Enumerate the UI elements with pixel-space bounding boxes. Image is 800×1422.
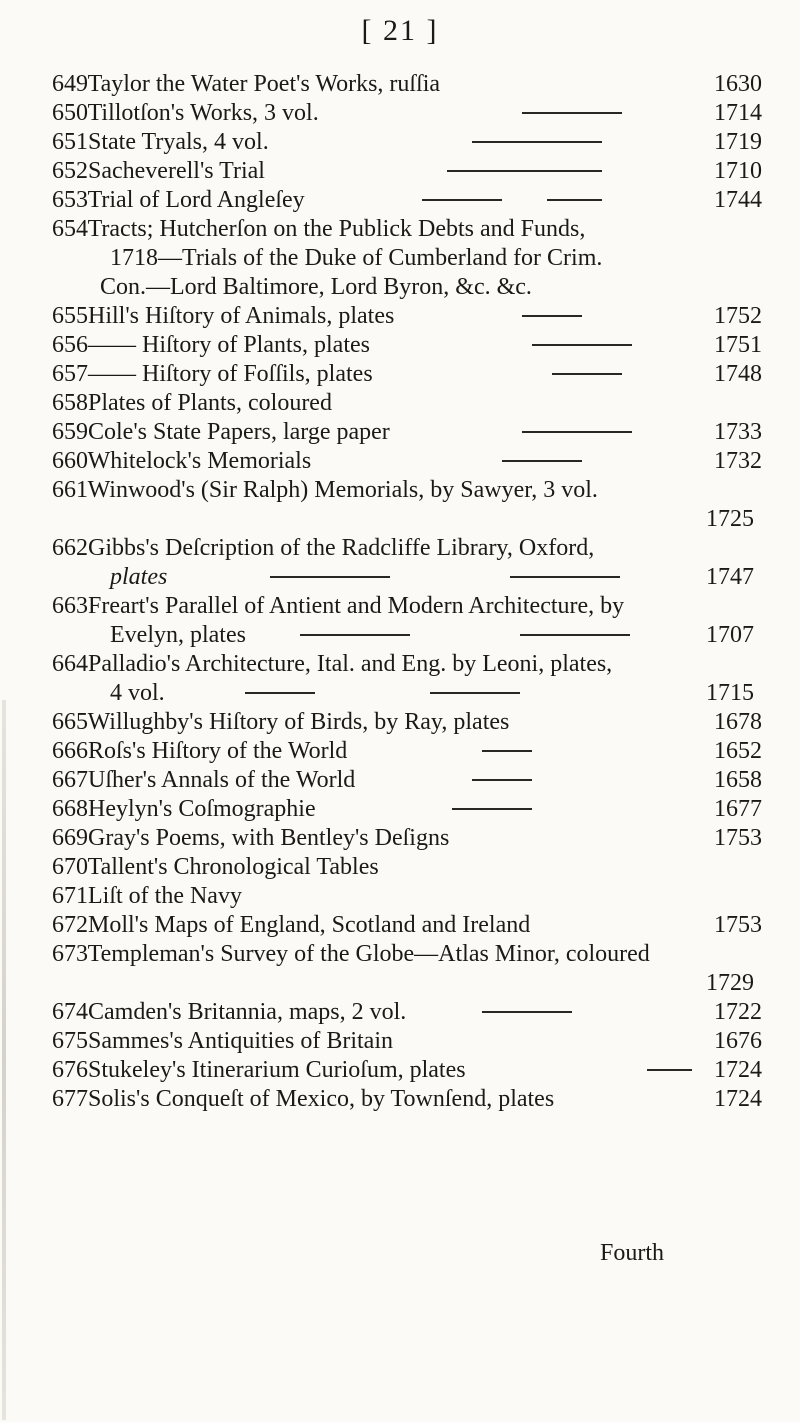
catalogue-entry xyxy=(52,331,762,359)
entry-number: 660 xyxy=(52,448,88,474)
leader-dash xyxy=(245,692,315,694)
entry-title: Freart's Parallel of Antient and Modern Architecture, by xyxy=(88,593,625,619)
entry-number: 657 xyxy=(52,361,88,387)
leader-dash xyxy=(430,692,520,694)
entry-title: Templeman's Survey of the Globe—Atlas Minor, coloured xyxy=(87,941,650,967)
entry-number: 672 xyxy=(52,912,88,938)
leader-dash xyxy=(532,344,632,346)
entry-year: 1724 xyxy=(714,1057,762,1083)
entry-number: 670 xyxy=(52,854,88,880)
catalogue-entry xyxy=(52,592,762,620)
entry-year: 1729 xyxy=(706,970,754,996)
entry-number: 651 xyxy=(52,129,88,155)
entry-title: Hill's Hiſtory of Animals, plates xyxy=(88,303,395,329)
entry-year: 1753 xyxy=(714,825,762,851)
leader-dash xyxy=(520,634,630,636)
catalogue-entry xyxy=(52,534,762,562)
leader-dash xyxy=(510,576,620,578)
entry-title: Heylyn's Coſmographie xyxy=(88,796,316,822)
leader-dash xyxy=(522,315,582,317)
entry-title: Willughby's Hiſtory of Birds, by Ray, plates xyxy=(87,709,510,735)
entry-year: 1747 xyxy=(706,564,754,590)
entry-year: 1676 xyxy=(714,1028,762,1054)
entry-number: 673 xyxy=(52,941,88,967)
entry-year: 1719 xyxy=(714,129,762,155)
catalogue-entry xyxy=(52,766,762,794)
leader-dash xyxy=(422,199,502,201)
entry-year: 1733 xyxy=(714,419,762,445)
entry-number: 654 xyxy=(52,216,88,242)
leader-dash xyxy=(482,1011,572,1013)
entry-number: 668 xyxy=(52,796,88,822)
entry-title: Camden's Britannia, maps, 2 vol. xyxy=(88,999,407,1025)
entry-continuation: plates xyxy=(110,564,168,590)
catalogue-entry xyxy=(52,998,762,1026)
entry-title: Roſs's Hiſtory of the World xyxy=(88,738,348,764)
entry-year: 1715 xyxy=(706,680,754,706)
entry-year: 1652 xyxy=(714,738,762,764)
entry-year: 1677 xyxy=(714,796,762,822)
leader-dash xyxy=(647,1069,692,1071)
entry-number: 664 xyxy=(52,651,88,677)
entry-year: 1678 xyxy=(714,709,762,735)
catchword: Fourth xyxy=(600,1240,665,1266)
leader-dash xyxy=(270,576,390,578)
entry-title: Palladio's Architecture, Ital. and Eng. by Leoni, plates, xyxy=(88,651,613,677)
catalogue-entry xyxy=(52,186,762,214)
entry-title: Uſher's Annals of the World xyxy=(88,767,356,793)
entry-year: 1725 xyxy=(706,506,754,532)
leader-dash xyxy=(452,808,532,810)
entry-number: 658 xyxy=(52,390,88,416)
entry-title: Stukeley's Itinerarium Curioſum, plates xyxy=(88,1057,466,1083)
entry-title: Cole's State Papers, large paper xyxy=(88,419,390,445)
entry-number: 662 xyxy=(52,535,88,561)
entry-title: State Tryals, 4 vol. xyxy=(88,129,269,155)
leader-dash xyxy=(522,431,632,433)
catalogue-entry xyxy=(52,708,762,736)
entry-title: Gibbs's Deſcription of the Radcliffe Library, Oxford, xyxy=(88,535,595,561)
entry-year: 1751 xyxy=(714,332,762,358)
catalogue-entry xyxy=(52,128,762,156)
entry-title: Gray's Poems, with Bentley's Deſigns xyxy=(88,825,450,851)
catalogue-entry xyxy=(52,302,762,330)
entry-title: Liſt of the Navy xyxy=(88,883,242,909)
entry-number: 661 xyxy=(52,477,88,503)
page-number: [ 21 ] xyxy=(361,14,439,47)
entry-number: 666 xyxy=(52,738,88,764)
entry-title: Tracts; Hutcherſon on the Publick Debts and Funds, xyxy=(87,216,586,242)
entry-number: 669 xyxy=(52,825,88,851)
entry-title: Solis's Conqueſt of Mexico, by Townſend, plates xyxy=(88,1086,555,1112)
catalogue-entry xyxy=(52,476,762,504)
entry-year: 1752 xyxy=(714,303,762,329)
entry-number: 663 xyxy=(52,593,88,619)
entry-number: 650 xyxy=(52,100,88,126)
entry-continuation: Con.—Lord Baltimore, Lord Byron, &c. &c. xyxy=(100,274,532,300)
entry-year: 1707 xyxy=(706,622,754,648)
leader-dash xyxy=(522,112,622,114)
entry-number: 655 xyxy=(52,303,88,329)
entry-title: —— Hiſtory of Plants, plates xyxy=(88,332,370,358)
catalogue-entry xyxy=(52,360,762,388)
leader-dash xyxy=(300,634,410,636)
entry-title: Sacheverell's Trial xyxy=(88,158,265,184)
entry-year: 1744 xyxy=(714,187,762,213)
catalogue-entry xyxy=(52,99,762,127)
entry-title: Tallent's Chronological Tables xyxy=(87,854,379,880)
entry-year: 1710 xyxy=(714,158,762,184)
entry-number: 674 xyxy=(52,999,88,1025)
leader-dash xyxy=(547,199,602,201)
entry-year: 1724 xyxy=(714,1086,762,1112)
catalogue-entry xyxy=(52,418,762,446)
catalogue-entry xyxy=(52,215,762,243)
catalogue-entry xyxy=(52,1085,762,1113)
page-gutter-shadow xyxy=(2,700,6,1420)
catalogue-entry xyxy=(52,447,762,475)
catalogue-entry xyxy=(52,389,762,417)
entry-year: 1748 xyxy=(714,361,762,387)
entry-number: 675 xyxy=(52,1028,88,1054)
entry-continuation: Evelyn, plates xyxy=(110,622,246,648)
entry-title: Trial of Lord Angleſey xyxy=(87,187,305,213)
entry-title: Tillotſon's Works, 3 vol. xyxy=(87,100,319,126)
catalogue-entry xyxy=(52,853,762,881)
entry-title: Sammes's Antiquities of Britain xyxy=(88,1028,393,1054)
catalogue-entry xyxy=(52,1056,762,1084)
leader-dash xyxy=(447,170,602,172)
entry-number: 677 xyxy=(52,1086,88,1112)
catalogue-entry xyxy=(52,650,762,678)
entry-number: 652 xyxy=(52,158,88,184)
catalogue-entry xyxy=(52,737,762,765)
entry-year: 1732 xyxy=(714,448,762,474)
entry-continuation: 4 vol. xyxy=(110,680,165,706)
entry-title: —— Hiſtory of Foſſils, plates xyxy=(88,361,373,387)
entry-title: Plates of Plants, coloured xyxy=(88,390,332,416)
entry-year: 1658 xyxy=(714,767,762,793)
catalogue-entry xyxy=(52,940,762,968)
entry-title: Taylor the Water Poet's Works, ruſſia xyxy=(87,71,441,97)
entry-number: 656 xyxy=(52,332,88,358)
catalogue-entry xyxy=(52,911,762,939)
entry-title: Moll's Maps of England, Scotland and Ireland xyxy=(88,912,531,938)
catalogue-entry xyxy=(52,824,762,852)
entry-number: 665 xyxy=(52,709,88,735)
leader-dash xyxy=(482,750,532,752)
leader-dash xyxy=(472,779,532,781)
entry-number: 649 xyxy=(52,71,88,97)
entry-year: 1722 xyxy=(714,999,762,1025)
entry-number: 671 xyxy=(52,883,88,909)
catalogue-entry xyxy=(52,795,762,823)
entry-number: 659 xyxy=(52,419,88,445)
entry-number: 667 xyxy=(52,767,88,793)
leader-dash xyxy=(472,141,602,143)
catalogue-entry xyxy=(52,1027,762,1055)
entry-title: Winwood's (Sir Ralph) Memorials, by Sawyer, 3 vol. xyxy=(87,477,598,503)
catalogue-entry xyxy=(52,157,762,185)
entry-year: 1714 xyxy=(714,100,762,126)
leader-dash xyxy=(502,460,582,462)
leader-dash xyxy=(552,373,622,375)
entry-year: 1753 xyxy=(714,912,762,938)
entry-year: 1630 xyxy=(714,71,762,97)
entry-continuation: 1718—Trials of the Duke of Cumberland for Crim. xyxy=(110,245,603,271)
catalogue-entry xyxy=(52,70,762,98)
catalogue-entry xyxy=(52,882,762,910)
entry-number: 653 xyxy=(52,187,88,213)
entry-number: 676 xyxy=(52,1057,88,1083)
entry-title: Whitelock's Memorials xyxy=(87,448,312,474)
